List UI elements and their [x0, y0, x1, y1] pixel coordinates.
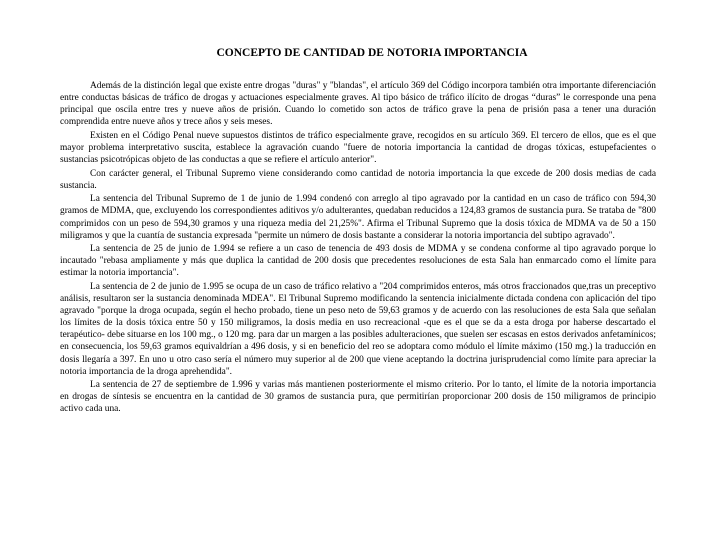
paragraph-general-criterion: Con carácter general, el Tribunal Supremo viene considerando como cantidad de notoria importancia la que excede de 200 dosis medias de cada sustancia. [60, 168, 656, 191]
paragraph-intro: Además de la distinción legal que existe entre drogas "duras" y "blandas", el artículo 369 del Código incorpora también otra importante diferenciación entre conductas básicas de tráfico de drogas y actuaciones especialmente graves. Al tipo básico de tráfico ilícito de drogas “duras” le corresponde una pena principal que oscila entre tres y nueve años de prisión. Cuando lo cometido son actos de tráfico grave la pena de prisión pasa a tener una duración comprendida entre nueve años y trece años y seis meses. [60, 81, 656, 128]
document-page [60, 46, 656, 417]
paragraph-article-369: Existen en el Código Penal nueve supuestos distintos de tráfico especialmente grave, recogidos en su artículo 369. El tercero de ellos, que es el que mayor problema interpretativo suscita, establece la agravación cuando "fuere de notoria importancia la cantidad de drogas tóxicas, estupefacientes o sustancias psicotrópicas objeto de las conductas a que se refiere el artículo anterior". [60, 130, 656, 166]
paragraph-sentence-1-june-1994: La sentencia del Tribunal Supremo de 1 de junio de 1.994 condenó con arreglo al tipo agravado por la cantidad en un caso de tráfico con 594,30 gramos de MDMA, que, excluyendo los correspondientes aditivos y/o adulterantes, quedaban reducidos a 124,83 gramos de sustancia pura. Se trataba de "800 comprimidos con un peso de 594,30 gramos y una riqueza media del 21,25%". Afirma el Tribunal Supremo que la dosis tóxica de MDMA va de 50 a 150 miligramos y que la cuantía de sustancia expresada "permite un número de dosis bastante a considerar la notoria importancia del subtipo agravado". [60, 194, 656, 241]
paragraph-sentence-25-june-1994: La sentencia de 25 de junio de 1.994 se refiere a un caso de tenencia de 493 dosis de MDMA y se condena conforme al tipo agravado porque lo incautado "rebasa ampliamente y más que duplica la cantidad de 200 dosis que precedentes resoluciones de esta Sala han enmarcado como el límite para estimar la notoria importancia". [60, 244, 656, 279]
paragraph-sentence-2-june-1995: La sentencia de 2 de junio de 1.995 se ocupa de un caso de tráfico relativo a "204 comprimidos enteros, más otros fraccionados que,tras un preceptivo análisis, resultaron ser la sustancia denominada MDEA". El Tribunal Supremo modificando la sentencia inicialmente dictada condena con aplicación del tipo agravado "porque la droga ocupada, según el hecho probado, tiene un peso neto de 59,63 gramos y de acuerdo con las resoluciones de esta Sala que señalan los límites de la dosis tóxica entre 50 y 150 miligramos, la dosis media en uso recreacional -que es el que se da a esta droga por haberse descartado el terapéutico- debe situarse en los 100 mg., o 120 mg. para dar un margen a las posibles adulteraciones, que suelen ser escasas en estos derivados anfetamínicos; en consecuencia, los 59,63 gramos equivaldrían a 496 dosis, y si en beneficio del reo se adoptara como módulo el límite máximo (150 mg.) la traducción en dosis llegaría a 397. En uno u otro caso sería el número muy superior al de 200 que viene aceptando la doctrina jurisprudencial como límite para apreciar la notoria importancia de la droga aprehendida". [60, 282, 656, 377]
paragraph-sentence-27-september-1996: La sentencia de 27 de septiembre de 1.996 y varias más mantienen posteriormente el mismo criterio. Por lo tanto, el límite de la notoria importancia en drogas de síntesis se encuentra en la cantidad de 30 gramos de sustancia pura, que permitirían proporcionar 200 dosis de 150 miligramos de principio activo cada una. [60, 380, 656, 415]
document-title: CONCEPTO DE CANTIDAD DE NOTORIA IMPORTANCIA [216, 47, 528, 59]
